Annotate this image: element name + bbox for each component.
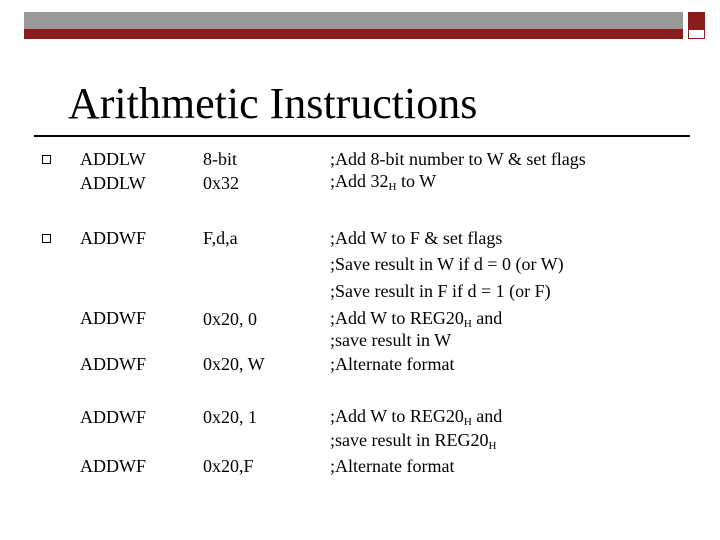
instruction-comment: ;Add W to $REG20_H$ and [330, 406, 503, 428]
instruction-mnemonic: ADDWF [80, 228, 146, 248]
instruction-comment: ;Add 8-bit number to W & set flags [330, 149, 586, 169]
instruction-operand: 0x32 [203, 173, 239, 193]
header-bar-gray [24, 12, 683, 29]
instruction-comment: ;Save result in F if d = 1 (or F) [330, 281, 551, 301]
instruction-comment: ;Alternate format [330, 456, 455, 476]
header-square-outline [688, 29, 705, 39]
instruction-operand: 0x20,F [203, 456, 254, 476]
instruction-operand: F,d,a [203, 228, 238, 248]
instruction-mnemonic: ADDWF [80, 308, 146, 328]
instruction-mnemonic: ADDWF [80, 456, 146, 476]
instruction-comment: ;Add W to F & set flags [330, 228, 503, 248]
header-square-filled [688, 12, 705, 29]
instruction-mnemonic: ADDLW [80, 149, 146, 169]
header-bar-red [24, 29, 683, 39]
title-underline [34, 135, 690, 137]
bullet-square-icon [42, 234, 51, 243]
instruction-mnemonic: ADDLW [80, 173, 146, 193]
instruction-operand: 0x20, 1 [203, 407, 257, 427]
instruction-operand: 0x20, 0 [203, 309, 257, 329]
instruction-mnemonic: ADDWF [80, 407, 146, 427]
instruction-operand: 8-bit [203, 149, 237, 169]
slide-title: Arithmetic Instructions [68, 79, 478, 128]
instruction-mnemonic: ADDWF [80, 354, 146, 374]
instruction-operand: 0x20, W [203, 354, 265, 374]
instruction-comment: ;Alternate format [330, 354, 455, 374]
instruction-comment: ;save result in $REG20_H$ [330, 430, 497, 452]
instruction-comment: ;save result in W [330, 330, 452, 350]
instruction-comment: ;Save result in W if d = 0 (or W) [330, 254, 564, 274]
instruction-comment: ;Add W to $REG20_H$ and [330, 308, 503, 330]
instruction-comment: ;Add $32_H$ to W [330, 171, 437, 193]
bullet-square-icon [42, 155, 51, 164]
